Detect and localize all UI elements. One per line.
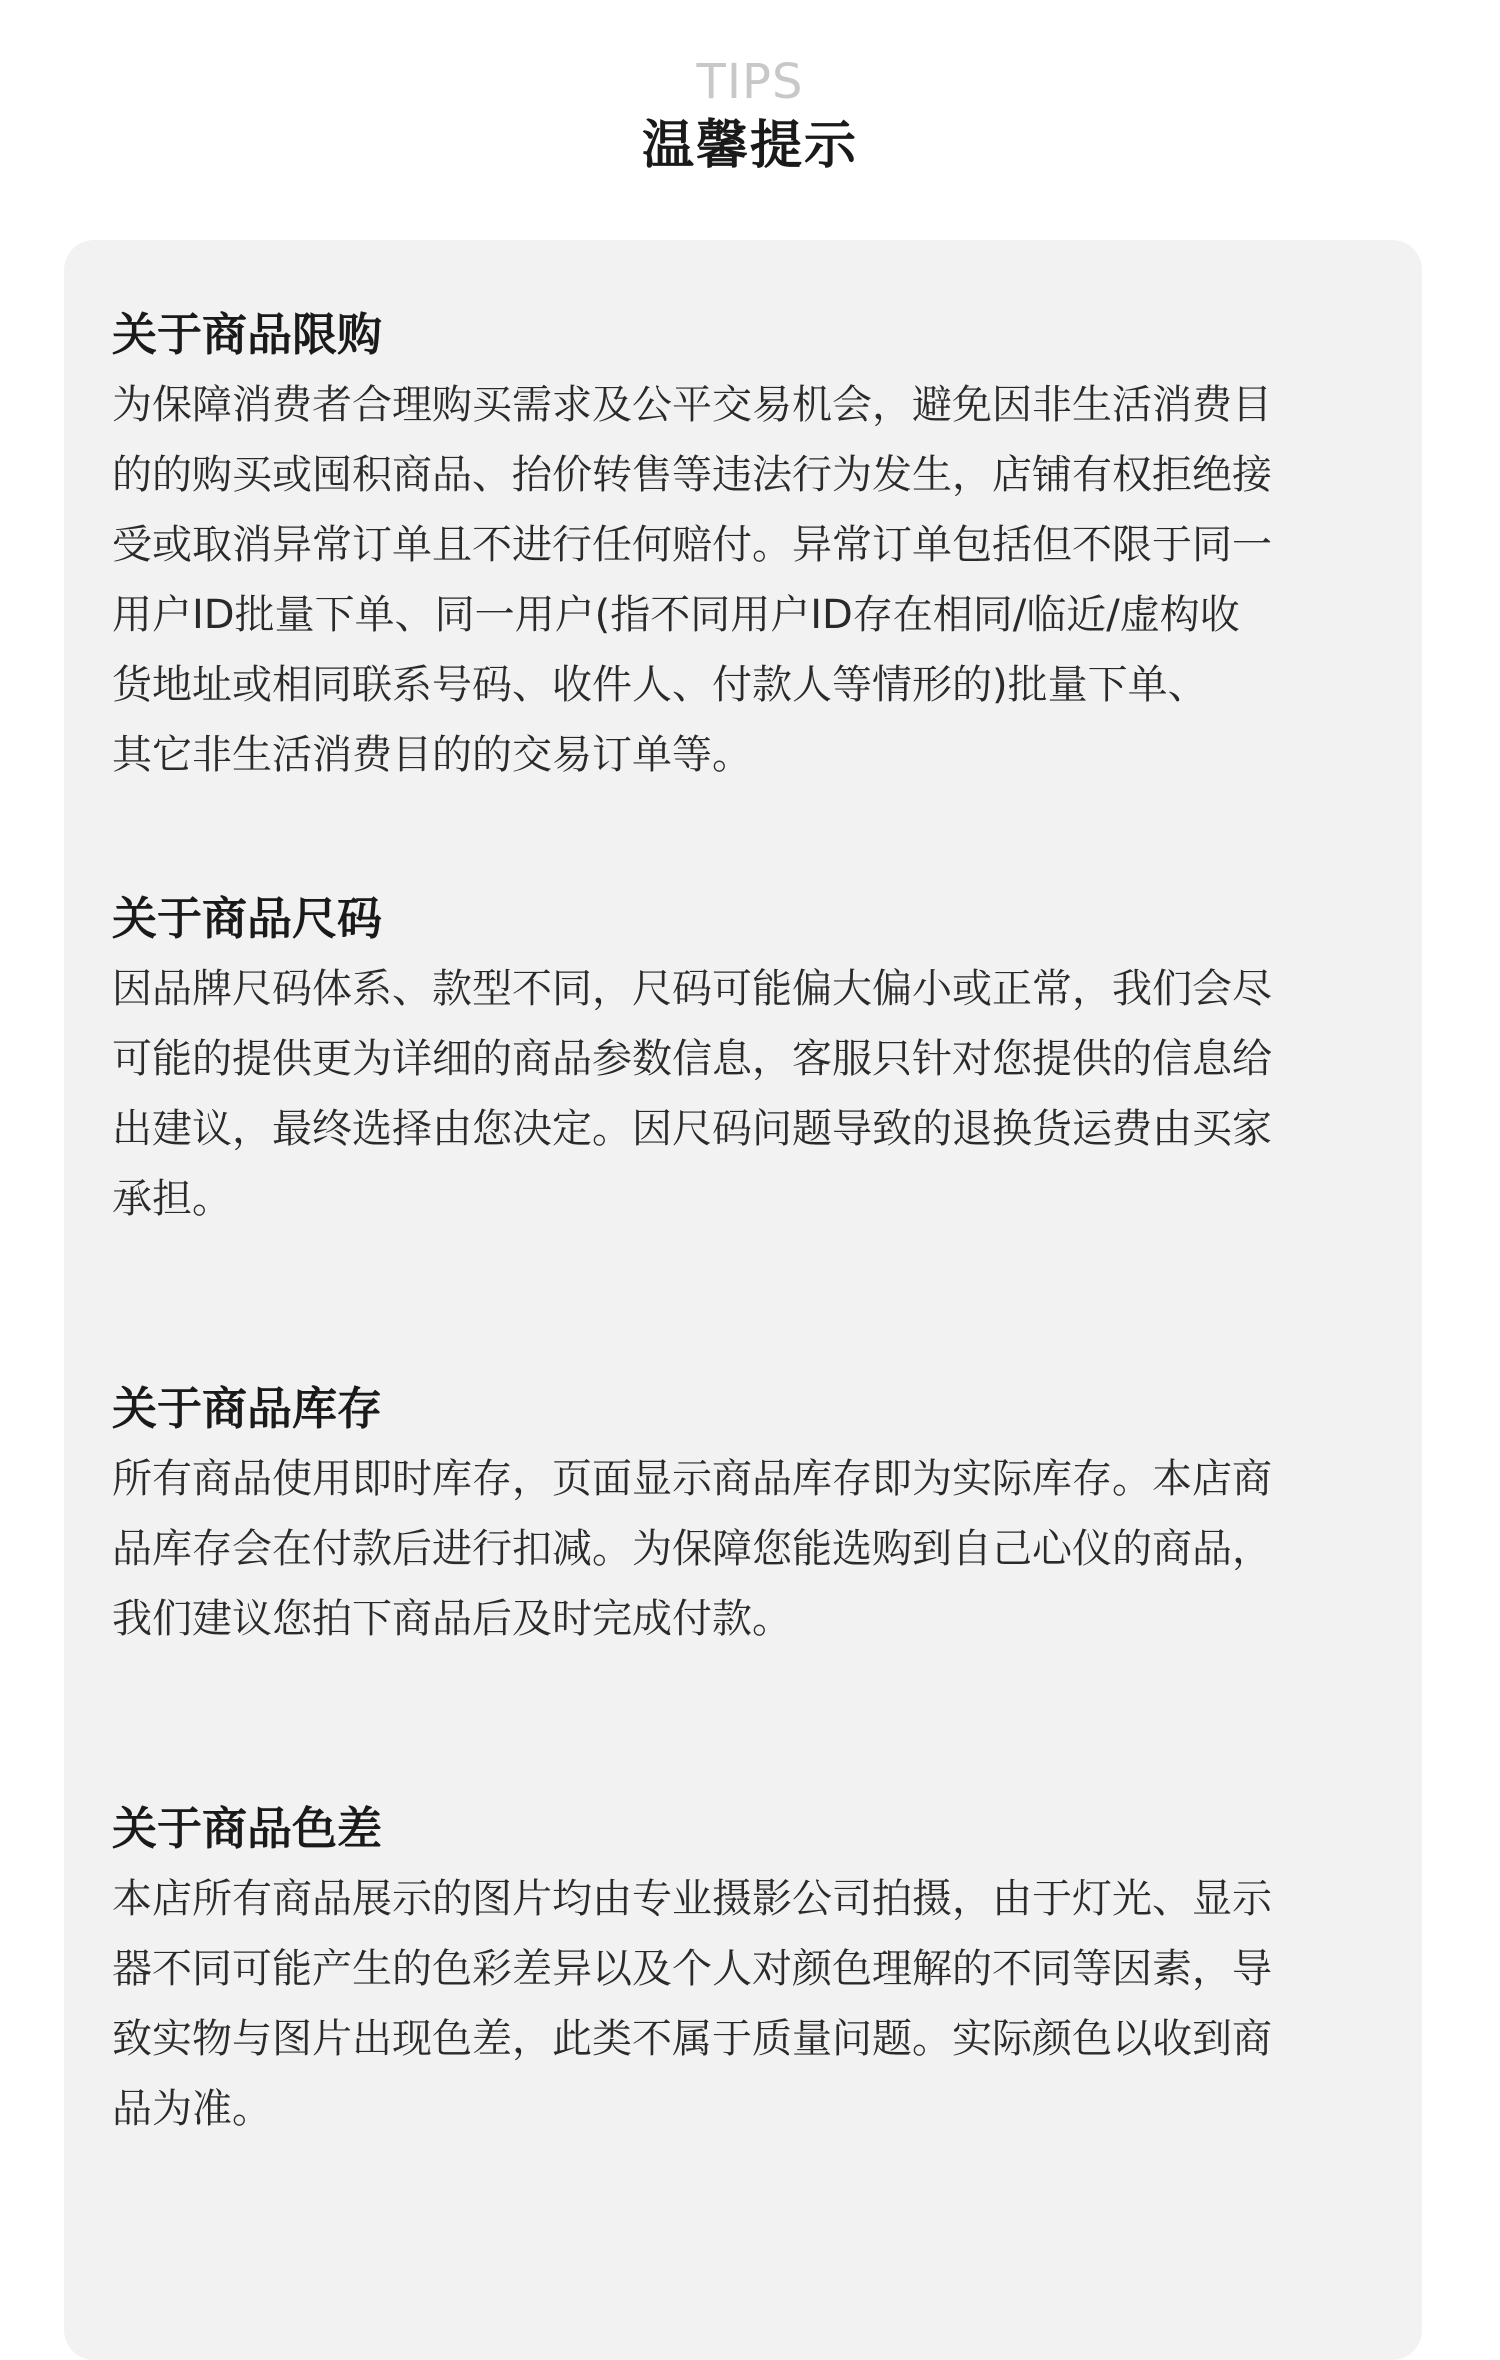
section-color-difference — [112, 1794, 1374, 2144]
section-purchase-limit — [112, 300, 1374, 790]
section-title: 关于商品限购 — [112, 308, 383, 361]
section-stock — [112, 1374, 1374, 1654]
header-title-en: TIPS — [696, 54, 804, 110]
section-title: 关于商品库存 — [112, 1382, 383, 1435]
header-title-cn: 温馨提示 — [641, 116, 858, 176]
section-body: 为保障消费者合理购买需求及公平交易机会，避免因非生活消费目 的的购买或囤积商品、抬价转售等违法行为发生，店铺有权拒绝接 受或取消异常订单且不进行任何赔付。异常订单包括但不限于同一 用户ID批量下单、同一用户(指不同用户ID存在相同/临近/虚构收 货地址或相同联系号码、收件人、付款人等情形的)批量下单、 其它非生活消费目的的交易订单等。 — [112, 382, 1272, 778]
section-title: 关于商品尺码 — [112, 892, 383, 945]
section-body: 因品牌尺码体系、款型不同，尺码可能偏大偏小或正常，我们会尽 可能的提供更为详细的商品参数信息，客服只针对您提供的信息给 出建议，最终选择由您决定。因尺码问题导致的退换货运费由买家 承担。 — [112, 966, 1272, 1222]
tips-card — [64, 240, 1422, 2360]
section-body: 本店所有商品展示的图片均由专业摄影公司拍摄，由于灯光、显示 器不同可能产生的色彩差异以及个人对颜色理解的不同等因素，导 致实物与图片出现色差，此类不属于质量问题。实际颜色以收到商 品为准。 — [112, 1876, 1272, 2132]
section-title: 关于商品色差 — [112, 1802, 383, 1855]
section-body: 所有商品使用即时库存，页面显示商品库存即为实际库存。本店商 品库存会在付款后进行扣减。为保障您能选购到自己心仪的商品， 我们建议您拍下商品后及时完成付款。 — [112, 1456, 1272, 1642]
page-header — [0, 52, 1500, 180]
section-size — [112, 884, 1374, 1234]
